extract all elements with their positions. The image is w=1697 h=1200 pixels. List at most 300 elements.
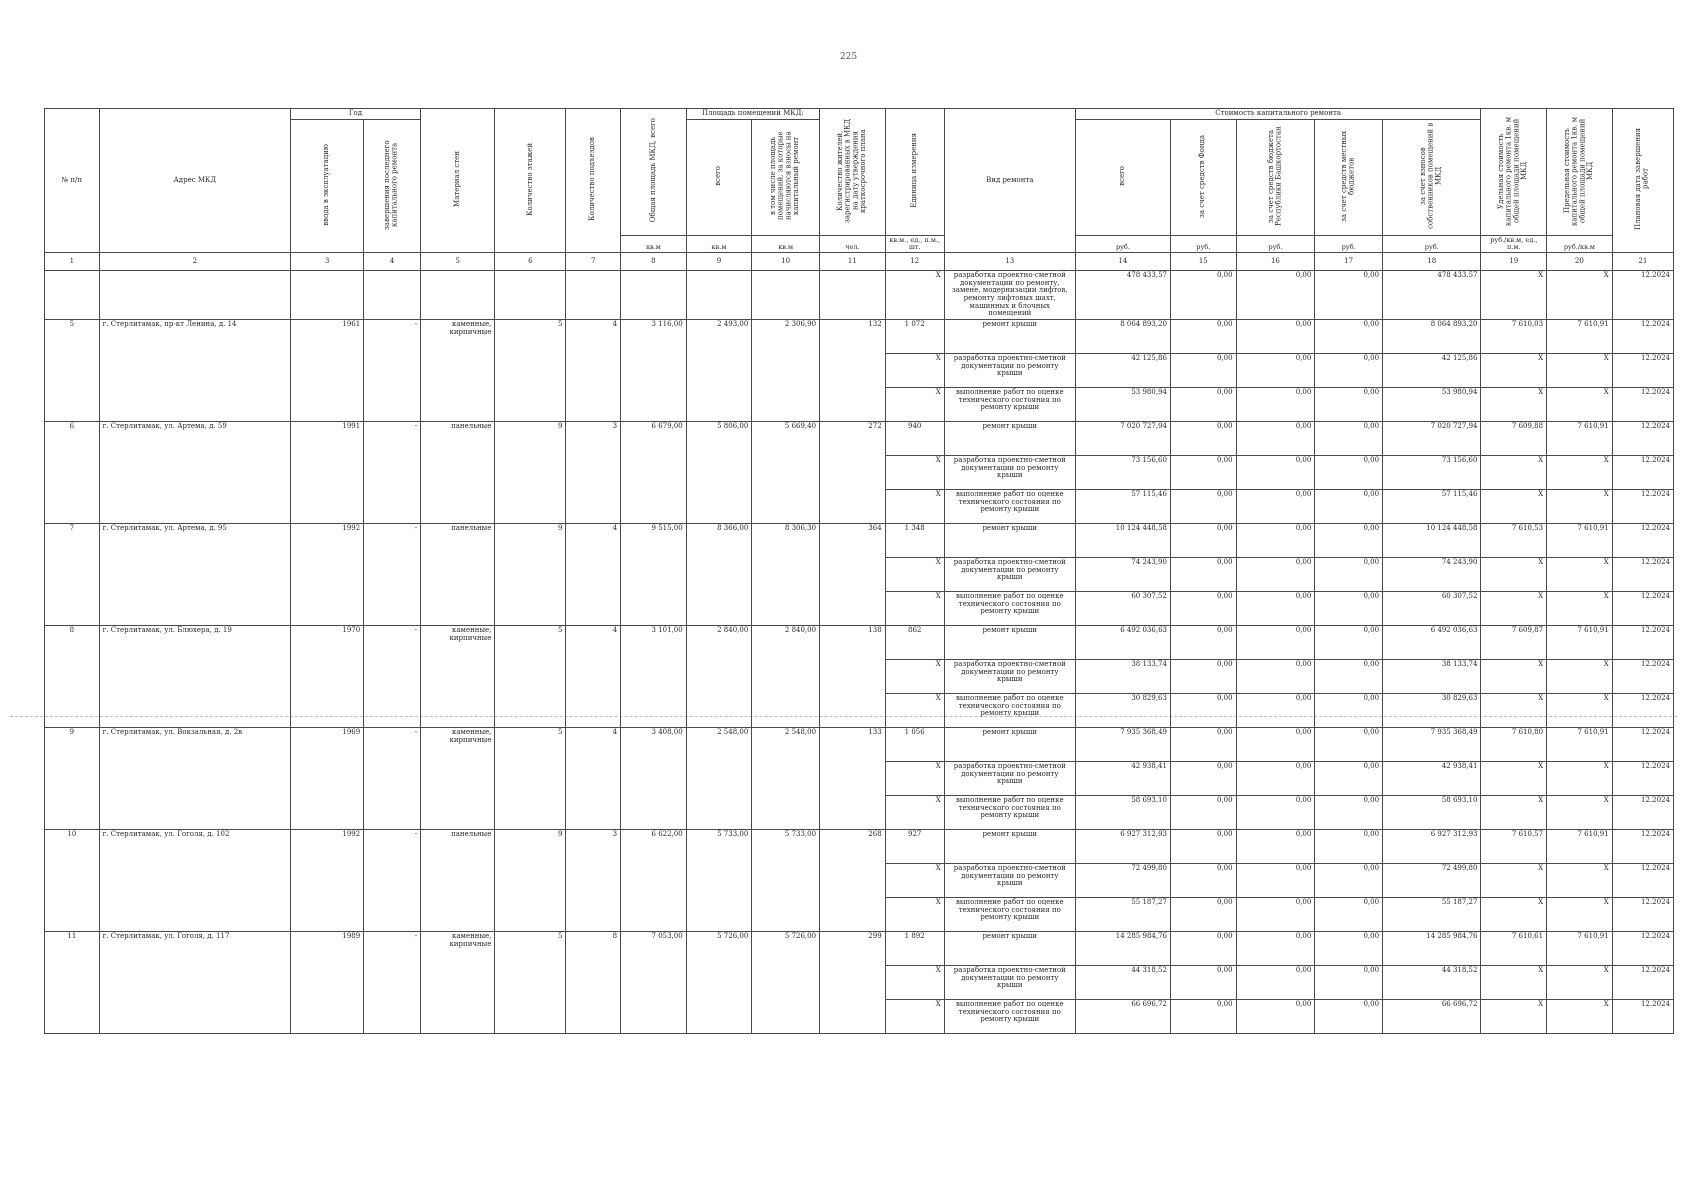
cell-cost-republic: 0,00 [1236, 558, 1315, 592]
cell-empty [820, 270, 886, 319]
cell-unit-cost: X [1481, 354, 1547, 388]
cell-work-type: выполнение работ по оценке технического состояния по ремонту крыши [944, 490, 1075, 524]
cell-cost-local: 0,00 [1315, 524, 1383, 558]
column-number-cell: 1 [45, 252, 100, 270]
column-number-cell: 2 [99, 252, 290, 270]
cell-cost-fund: 0,00 [1170, 898, 1236, 932]
cell-cost-total: 30 829,63 [1075, 694, 1170, 728]
cell-unit-cost: X [1481, 558, 1547, 592]
cell-max-cost: 7 610,91 [1547, 728, 1613, 762]
cell-cost-local: 0,00 [1315, 660, 1383, 694]
cell-wall-material: каменные, кирпичные [421, 626, 495, 728]
cell-unit-measure: 927 [885, 830, 944, 864]
cell-entrances: 8 [566, 932, 621, 1034]
cell-cost-local: 0,00 [1315, 932, 1383, 966]
cell-residents: 133 [820, 728, 886, 830]
cell-cost-owners: 58 693,10 [1383, 796, 1481, 830]
cell-cost-total: 6 927 312,93 [1075, 830, 1170, 864]
cell-cost-owners: 30 829,63 [1383, 694, 1481, 728]
cell-work-type: ремонт крыши [944, 932, 1075, 966]
cell-work-type: выполнение работ по оценке технического состояния по ремонту крыши [944, 388, 1075, 422]
cell-cost-republic: 0,00 [1236, 932, 1315, 966]
cell-residents: 299 [820, 932, 886, 1034]
cell-deadline: 12.2024 [1612, 388, 1673, 422]
cell-num: 6 [45, 422, 100, 524]
cell-premises-total: 5 806,00 [686, 422, 752, 524]
cell-address: г. Стерлитамак, ул. Вокзальная, д. 2в [99, 728, 290, 830]
cell-num: 8 [45, 626, 100, 728]
cell-num: 10 [45, 830, 100, 932]
cell-cost-total: 53 980,94 [1075, 388, 1170, 422]
cell-deadline: 12.2024 [1612, 966, 1673, 1000]
cell-wall-material: каменные, кирпичные [421, 932, 495, 1034]
cell-cost-fund: 0,00 [1170, 966, 1236, 1000]
cell-unit-cost: X [1481, 796, 1547, 830]
cell-cost-local: 0,00 [1315, 1000, 1383, 1034]
column-number-cell: 13 [944, 252, 1075, 270]
unit-premises-total: кв.м [686, 235, 752, 252]
cell-premises-total: 5 733,00 [686, 830, 752, 932]
cell-unit-measure: X [885, 592, 944, 626]
cell-work-type: разработка проектно-сметной документации по ремонту крыши [944, 354, 1075, 388]
cell-work-type: выполнение работ по оценке технического состояния по ремонту крыши [944, 796, 1075, 830]
cell-year-last-repair: - [364, 728, 421, 830]
cell-deadline: 12.2024 [1612, 762, 1673, 796]
cell-work-type: разработка проектно-сметной документации по ремонту крыши [944, 966, 1075, 1000]
cell-year-commission: 1991 [290, 422, 363, 524]
cell-max-cost: X [1547, 694, 1613, 728]
cell-year-last-repair: - [364, 524, 421, 626]
cell-max-cost: 7 610,91 [1547, 524, 1613, 558]
col-floors-header: Количество этажей [495, 109, 566, 253]
unit-cost-total: руб. [1075, 235, 1170, 252]
cell-work-type: ремонт крыши [944, 524, 1075, 558]
cell-year-last-repair: - [364, 830, 421, 932]
cell-cost-local: 0,00 [1315, 864, 1383, 898]
cell-year-last-repair: - [364, 626, 421, 728]
cell-entrances: 3 [566, 830, 621, 932]
col-year-commission-header: ввода в эксплуатацию [290, 120, 363, 253]
cell-premises-total: 2 548,00 [686, 728, 752, 830]
cell-empty [421, 270, 495, 319]
column-number-cell: 16 [1236, 252, 1315, 270]
cell-cost-total: 73 156,60 [1075, 456, 1170, 490]
unit-unit-measure: кв.м., ед., п.м., шт. [885, 235, 944, 252]
cell-cost-owners: 57 115,46 [1383, 490, 1481, 524]
cell-entrances: 4 [566, 320, 621, 422]
cell-total-area: 6 679,00 [621, 422, 687, 524]
cell-cost-local: 0,00 [1315, 592, 1383, 626]
cell-premises-contrib: 2 306,90 [752, 320, 820, 422]
unit-unit-cost: руб./кв.м, ед., п.м. [1481, 235, 1547, 252]
cell-cost-republic: 0,00 [1236, 1000, 1315, 1034]
col-cost-owners-header: за счет взносов собственников помещений в МКД [1383, 120, 1481, 236]
cell-work-type: разработка проектно-сметной документации по ремонту крыши [944, 660, 1075, 694]
cell-unit-measure: 1 072 [885, 320, 944, 354]
cell-cost-local: 0,00 [1315, 422, 1383, 456]
cell-unit-measure: X [885, 354, 944, 388]
cell-total-area: 6 622,00 [621, 830, 687, 932]
cell-year-commission: 1992 [290, 524, 363, 626]
cell-premises-total: 2 840,00 [686, 626, 752, 728]
cell-unit-measure: X [885, 456, 944, 490]
building-row [45, 524, 1674, 558]
cell-cost-local: 0,00 [1315, 490, 1383, 524]
cell-unit-cost: 7 609,88 [1481, 422, 1547, 456]
cell-deadline: 12.2024 [1612, 796, 1673, 830]
col-premises-total-header: всего [686, 120, 752, 236]
cell-cost-fund: 0,00 [1170, 626, 1236, 660]
cell-cost-fund: 0,00 [1170, 694, 1236, 728]
cell-max-cost: X [1547, 270, 1613, 319]
cell-unit-cost: X [1481, 490, 1547, 524]
cell-cost-local: 0,00 [1315, 558, 1383, 592]
cell-max-cost: X [1547, 1000, 1613, 1034]
cell-max-cost: X [1547, 388, 1613, 422]
cell-unit-measure: 1 056 [885, 728, 944, 762]
cell-cost-total: 60 307,52 [1075, 592, 1170, 626]
col-residents-header: Количество жителей, зарегистрированных в МКД на дату утверждения краткосрочного плана [820, 109, 886, 236]
cell-premises-contrib: 5 733,00 [752, 830, 820, 932]
cell-residents: 364 [820, 524, 886, 626]
cell-work-type: разработка проектно-сметной документации по ремонту крыши [944, 558, 1075, 592]
cell-deadline: 12.2024 [1612, 728, 1673, 762]
cell-num: 9 [45, 728, 100, 830]
cell-year-commission: 1992 [290, 830, 363, 932]
cell-address: г. Стерлитамак, пр-кт Ленина, д. 14 [99, 320, 290, 422]
cell-deadline: 12.2024 [1612, 898, 1673, 932]
col-year-last-repair-header: завершения последнего капитального ремонта [364, 120, 421, 253]
column-number-cell: 7 [566, 252, 621, 270]
cell-year-last-repair: - [364, 422, 421, 524]
cell-deadline: 12.2024 [1612, 558, 1673, 592]
cell-deadline: 12.2024 [1612, 524, 1673, 558]
cell-unit-cost: 7 610,80 [1481, 728, 1547, 762]
column-number-cell: 4 [364, 252, 421, 270]
cell-cost-republic: 0,00 [1236, 388, 1315, 422]
column-number-row [45, 252, 1674, 270]
cell-deadline: 12.2024 [1612, 592, 1673, 626]
cell-cost-fund: 0,00 [1170, 388, 1236, 422]
cell-empty [495, 270, 566, 319]
cell-cost-owners: 53 980,94 [1383, 388, 1481, 422]
col-wall-material-header: Материал стен [421, 109, 495, 253]
table-header [45, 109, 1674, 271]
col-deadline-header: Плановая дата завершения работ [1612, 109, 1673, 253]
cell-max-cost: 7 610,91 [1547, 932, 1613, 966]
cell-work-type: разработка проектно-сметной документации по ремонту крыши [944, 762, 1075, 796]
cell-year-commission: 1969 [290, 728, 363, 830]
cell-unit-measure: X [885, 270, 944, 319]
cell-empty [364, 270, 421, 319]
column-number-cell: 8 [621, 252, 687, 270]
col-cost-fund-header: за счет средств Фонда [1170, 120, 1236, 236]
cell-cost-total: 42 125,86 [1075, 354, 1170, 388]
cell-unit-cost: 7 609,87 [1481, 626, 1547, 660]
cell-cost-total: 57 115,46 [1075, 490, 1170, 524]
cell-premises-contrib: 2 840,00 [752, 626, 820, 728]
cell-unit-cost: 7 610,61 [1481, 932, 1547, 966]
cell-cost-local: 0,00 [1315, 830, 1383, 864]
cell-deadline: 12.2024 [1612, 1000, 1673, 1034]
column-number-cell: 3 [290, 252, 363, 270]
cell-total-area: 3 116,00 [621, 320, 687, 422]
cell-unit-cost: X [1481, 864, 1547, 898]
cell-cost-total: 44 318,52 [1075, 966, 1170, 1000]
cell-max-cost: 7 610,91 [1547, 320, 1613, 354]
cell-wall-material: панельные [421, 830, 495, 932]
cell-unit-measure: X [885, 660, 944, 694]
cell-cost-fund: 0,00 [1170, 1000, 1236, 1034]
cell-address: г. Стерлитамак, ул. Блюхера, д. 19 [99, 626, 290, 728]
cell-empty [290, 270, 363, 319]
cell-work-type: выполнение работ по оценке технического состояния по ремонту крыши [944, 592, 1075, 626]
building-row [45, 728, 1674, 762]
cell-unit-measure: 940 [885, 422, 944, 456]
cell-deadline: 12.2024 [1612, 932, 1673, 966]
cell-unit-measure: X [885, 558, 944, 592]
col-premises-group-header: Площадь помещений МКД: [686, 109, 819, 120]
cell-work-type: ремонт крыши [944, 320, 1075, 354]
cell-max-cost: X [1547, 966, 1613, 1000]
cell-cost-total: 8 064 893,20 [1075, 320, 1170, 354]
cell-cost-total: 66 696,72 [1075, 1000, 1170, 1034]
cell-cost-owners: 10 124 448,58 [1383, 524, 1481, 558]
cell-work-type: разработка проектно-сметной документации по ремонту крыши [944, 456, 1075, 490]
col-entrances-header: Количество подъездов [566, 109, 621, 253]
cell-cost-fund: 0,00 [1170, 558, 1236, 592]
cell-total-area: 3 408,00 [621, 728, 687, 830]
cell-deadline: 12.2024 [1612, 270, 1673, 319]
cell-max-cost: X [1547, 796, 1613, 830]
cell-max-cost: X [1547, 456, 1613, 490]
cell-empty [99, 270, 290, 319]
cell-wall-material: каменные, кирпичные [421, 728, 495, 830]
cell-cost-republic: 0,00 [1236, 830, 1315, 864]
cell-unit-cost: X [1481, 762, 1547, 796]
cell-year-commission: 1970 [290, 626, 363, 728]
cell-cost-fund: 0,00 [1170, 728, 1236, 762]
cell-cost-republic: 0,00 [1236, 270, 1315, 319]
cell-cost-local: 0,00 [1315, 966, 1383, 1000]
cell-cost-fund: 0,00 [1170, 422, 1236, 456]
cell-cost-owners: 8 064 893,20 [1383, 320, 1481, 354]
cell-num: 11 [45, 932, 100, 1034]
cell-total-area: 9 515,00 [621, 524, 687, 626]
cell-residents: 268 [820, 830, 886, 932]
cell-unit-cost: X [1481, 456, 1547, 490]
col-cost-republic-header: за счет средств бюджета Республики Башкортостан [1236, 120, 1315, 236]
cell-cost-republic: 0,00 [1236, 966, 1315, 1000]
cell-unit-measure: X [885, 796, 944, 830]
cell-max-cost: X [1547, 898, 1613, 932]
cell-empty [752, 270, 820, 319]
cell-cost-republic: 0,00 [1236, 898, 1315, 932]
cell-work-type: ремонт крыши [944, 626, 1075, 660]
cell-address: г. Стерлитамак, ул. Гоголя, д. 102 [99, 830, 290, 932]
cell-max-cost: X [1547, 354, 1613, 388]
unit-cost-owners: руб. [1383, 235, 1481, 252]
cell-cost-local: 0,00 [1315, 728, 1383, 762]
column-number-cell: 10 [752, 252, 820, 270]
cell-cost-owners: 72 499,80 [1383, 864, 1481, 898]
cell-cost-republic: 0,00 [1236, 354, 1315, 388]
cell-cost-total: 10 124 448,58 [1075, 524, 1170, 558]
cell-cost-fund: 0,00 [1170, 490, 1236, 524]
cell-unit-measure: X [885, 694, 944, 728]
cell-cost-total: 7 935 368,49 [1075, 728, 1170, 762]
cell-empty [686, 270, 752, 319]
page-number: 225 [839, 52, 858, 62]
cell-cost-republic: 0,00 [1236, 626, 1315, 660]
cell-cost-owners: 44 318,52 [1383, 966, 1481, 1000]
cell-cost-republic: 0,00 [1236, 490, 1315, 524]
building-row [45, 626, 1674, 660]
col-year-group-header: Год [290, 109, 420, 120]
column-number-cell: 15 [1170, 252, 1236, 270]
cell-cost-republic: 0,00 [1236, 592, 1315, 626]
cell-unit-measure: 1 348 [885, 524, 944, 558]
cell-unit-cost: X [1481, 270, 1547, 319]
cell-cost-republic: 0,00 [1236, 796, 1315, 830]
cell-premises-total: 2 493,00 [686, 320, 752, 422]
cell-cost-republic: 0,00 [1236, 456, 1315, 490]
cell-floors: 5 [495, 320, 566, 422]
cell-floors: 5 [495, 932, 566, 1034]
col-cost-total-header: всего [1075, 120, 1170, 236]
cell-cost-local: 0,00 [1315, 270, 1383, 319]
cell-deadline: 12.2024 [1612, 660, 1673, 694]
cell-cost-total: 6 492 036,63 [1075, 626, 1170, 660]
cell-cost-fund: 0,00 [1170, 830, 1236, 864]
unit-total-area: кв.м [621, 235, 687, 252]
cell-cost-fund: 0,00 [1170, 320, 1236, 354]
col-num-header: № п/п [45, 109, 100, 253]
cell-cost-fund: 0,00 [1170, 524, 1236, 558]
building-row [45, 830, 1674, 864]
column-number-cell: 19 [1481, 252, 1547, 270]
cell-cost-republic: 0,00 [1236, 524, 1315, 558]
unit-max-cost: руб./кв.м [1547, 235, 1613, 252]
cell-premises-total: 5 726,00 [686, 932, 752, 1034]
cell-cost-fund: 0,00 [1170, 864, 1236, 898]
column-number-cell: 21 [1612, 252, 1673, 270]
building-row [45, 932, 1674, 966]
cell-cost-owners: 7 020 727,94 [1383, 422, 1481, 456]
cell-unit-cost: 7 610,57 [1481, 830, 1547, 864]
cell-unit-measure: 862 [885, 626, 944, 660]
cell-address: г. Стерлитамак, ул. Гоголя, д. 117 [99, 932, 290, 1034]
cell-deadline: 12.2024 [1612, 354, 1673, 388]
cell-floors: 5 [495, 626, 566, 728]
cell-cost-local: 0,00 [1315, 796, 1383, 830]
cell-empty [566, 270, 621, 319]
cell-unit-measure: X [885, 898, 944, 932]
cell-cost-owners: 42 938,41 [1383, 762, 1481, 796]
cell-unit-cost: 7 610,03 [1481, 320, 1547, 354]
cell-wall-material: панельные [421, 524, 495, 626]
col-total-area-header: Общая площадь МКД, всего [621, 109, 687, 236]
unit-premises-contrib: кв.м [752, 235, 820, 252]
cell-unit-cost: X [1481, 592, 1547, 626]
cell-cost-owners: 55 187,27 [1383, 898, 1481, 932]
cell-cost-total: 72 499,80 [1075, 864, 1170, 898]
col-unit-cost-header: Удельная стоимость капитального ремонта 1кв. м общей площади помещений МКД [1481, 109, 1547, 236]
cell-deadline: 12.2024 [1612, 694, 1673, 728]
cell-cost-fund: 0,00 [1170, 354, 1236, 388]
cell-cost-owners: 42 125,86 [1383, 354, 1481, 388]
cell-cost-fund: 0,00 [1170, 592, 1236, 626]
cell-max-cost: 7 610,91 [1547, 626, 1613, 660]
cell-work-type: ремонт крыши [944, 728, 1075, 762]
cell-residents: 138 [820, 626, 886, 728]
cell-cost-local: 0,00 [1315, 320, 1383, 354]
cell-entrances: 3 [566, 422, 621, 524]
cell-deadline: 12.2024 [1612, 626, 1673, 660]
col-address-header: Адрес МКД [99, 109, 290, 253]
cell-empty [45, 270, 100, 319]
col-work-type-header: Вид ремонта [944, 109, 1075, 253]
building-row [45, 422, 1674, 456]
cell-premises-contrib: 5 726,00 [752, 932, 820, 1034]
col-cost-local-header: за счет средств местных бюджетов [1315, 120, 1383, 236]
cell-unit-measure: X [885, 388, 944, 422]
column-number-cell: 5 [421, 252, 495, 270]
cell-unit-cost: X [1481, 388, 1547, 422]
unit-cost-republic: руб. [1236, 235, 1315, 252]
cell-work-type: разработка проектно-сметной документации по ремонту крыши [944, 864, 1075, 898]
col-premises-contrib-header: в том числе площадь помещений, за которые начисляются взносы на капитальный ремонт [752, 120, 820, 236]
cell-cost-fund: 0,00 [1170, 932, 1236, 966]
cell-address: г. Стерлитамак, ул. Артема, д. 59 [99, 422, 290, 524]
column-number-cell: 6 [495, 252, 566, 270]
cell-year-commission: 1989 [290, 932, 363, 1034]
cell-cost-fund: 0,00 [1170, 660, 1236, 694]
cell-entrances: 4 [566, 728, 621, 830]
cell-cost-owners: 6 492 036,63 [1383, 626, 1481, 660]
cell-cost-owners: 6 927 312,93 [1383, 830, 1481, 864]
cell-floors: 9 [495, 524, 566, 626]
cell-wall-material: каменные, кирпичные [421, 320, 495, 422]
column-number-cell: 11 [820, 252, 886, 270]
cell-work-type: ремонт крыши [944, 830, 1075, 864]
cell-residents: 272 [820, 422, 886, 524]
cell-work-type: выполнение работ по оценке технического состояния по ремонту крыши [944, 694, 1075, 728]
cell-year-commission: 1961 [290, 320, 363, 422]
unit-cost-fund: руб. [1170, 235, 1236, 252]
cell-cost-local: 0,00 [1315, 354, 1383, 388]
cell-cost-republic: 0,00 [1236, 320, 1315, 354]
cell-cost-total: 74 243,90 [1075, 558, 1170, 592]
cell-unit-cost: X [1481, 966, 1547, 1000]
cell-unit-measure: X [885, 864, 944, 898]
unit-cost-local: руб. [1315, 235, 1383, 252]
cell-cost-owners: 7 935 368,49 [1383, 728, 1481, 762]
cell-max-cost: X [1547, 864, 1613, 898]
cell-cost-owners: 73 156,60 [1383, 456, 1481, 490]
cell-unit-cost: X [1481, 694, 1547, 728]
cell-cost-total: 42 938,41 [1075, 762, 1170, 796]
cell-cost-total: 55 187,27 [1075, 898, 1170, 932]
cell-floors: 5 [495, 728, 566, 830]
cell-num: 7 [45, 524, 100, 626]
cell-cost-owners: 478 433,57 [1383, 270, 1481, 319]
cell-cost-local: 0,00 [1315, 456, 1383, 490]
column-number-cell: 12 [885, 252, 944, 270]
cell-premises-contrib: 8 306,30 [752, 524, 820, 626]
cell-premises-contrib: 2 548,00 [752, 728, 820, 830]
cell-cost-total: 58 693,10 [1075, 796, 1170, 830]
